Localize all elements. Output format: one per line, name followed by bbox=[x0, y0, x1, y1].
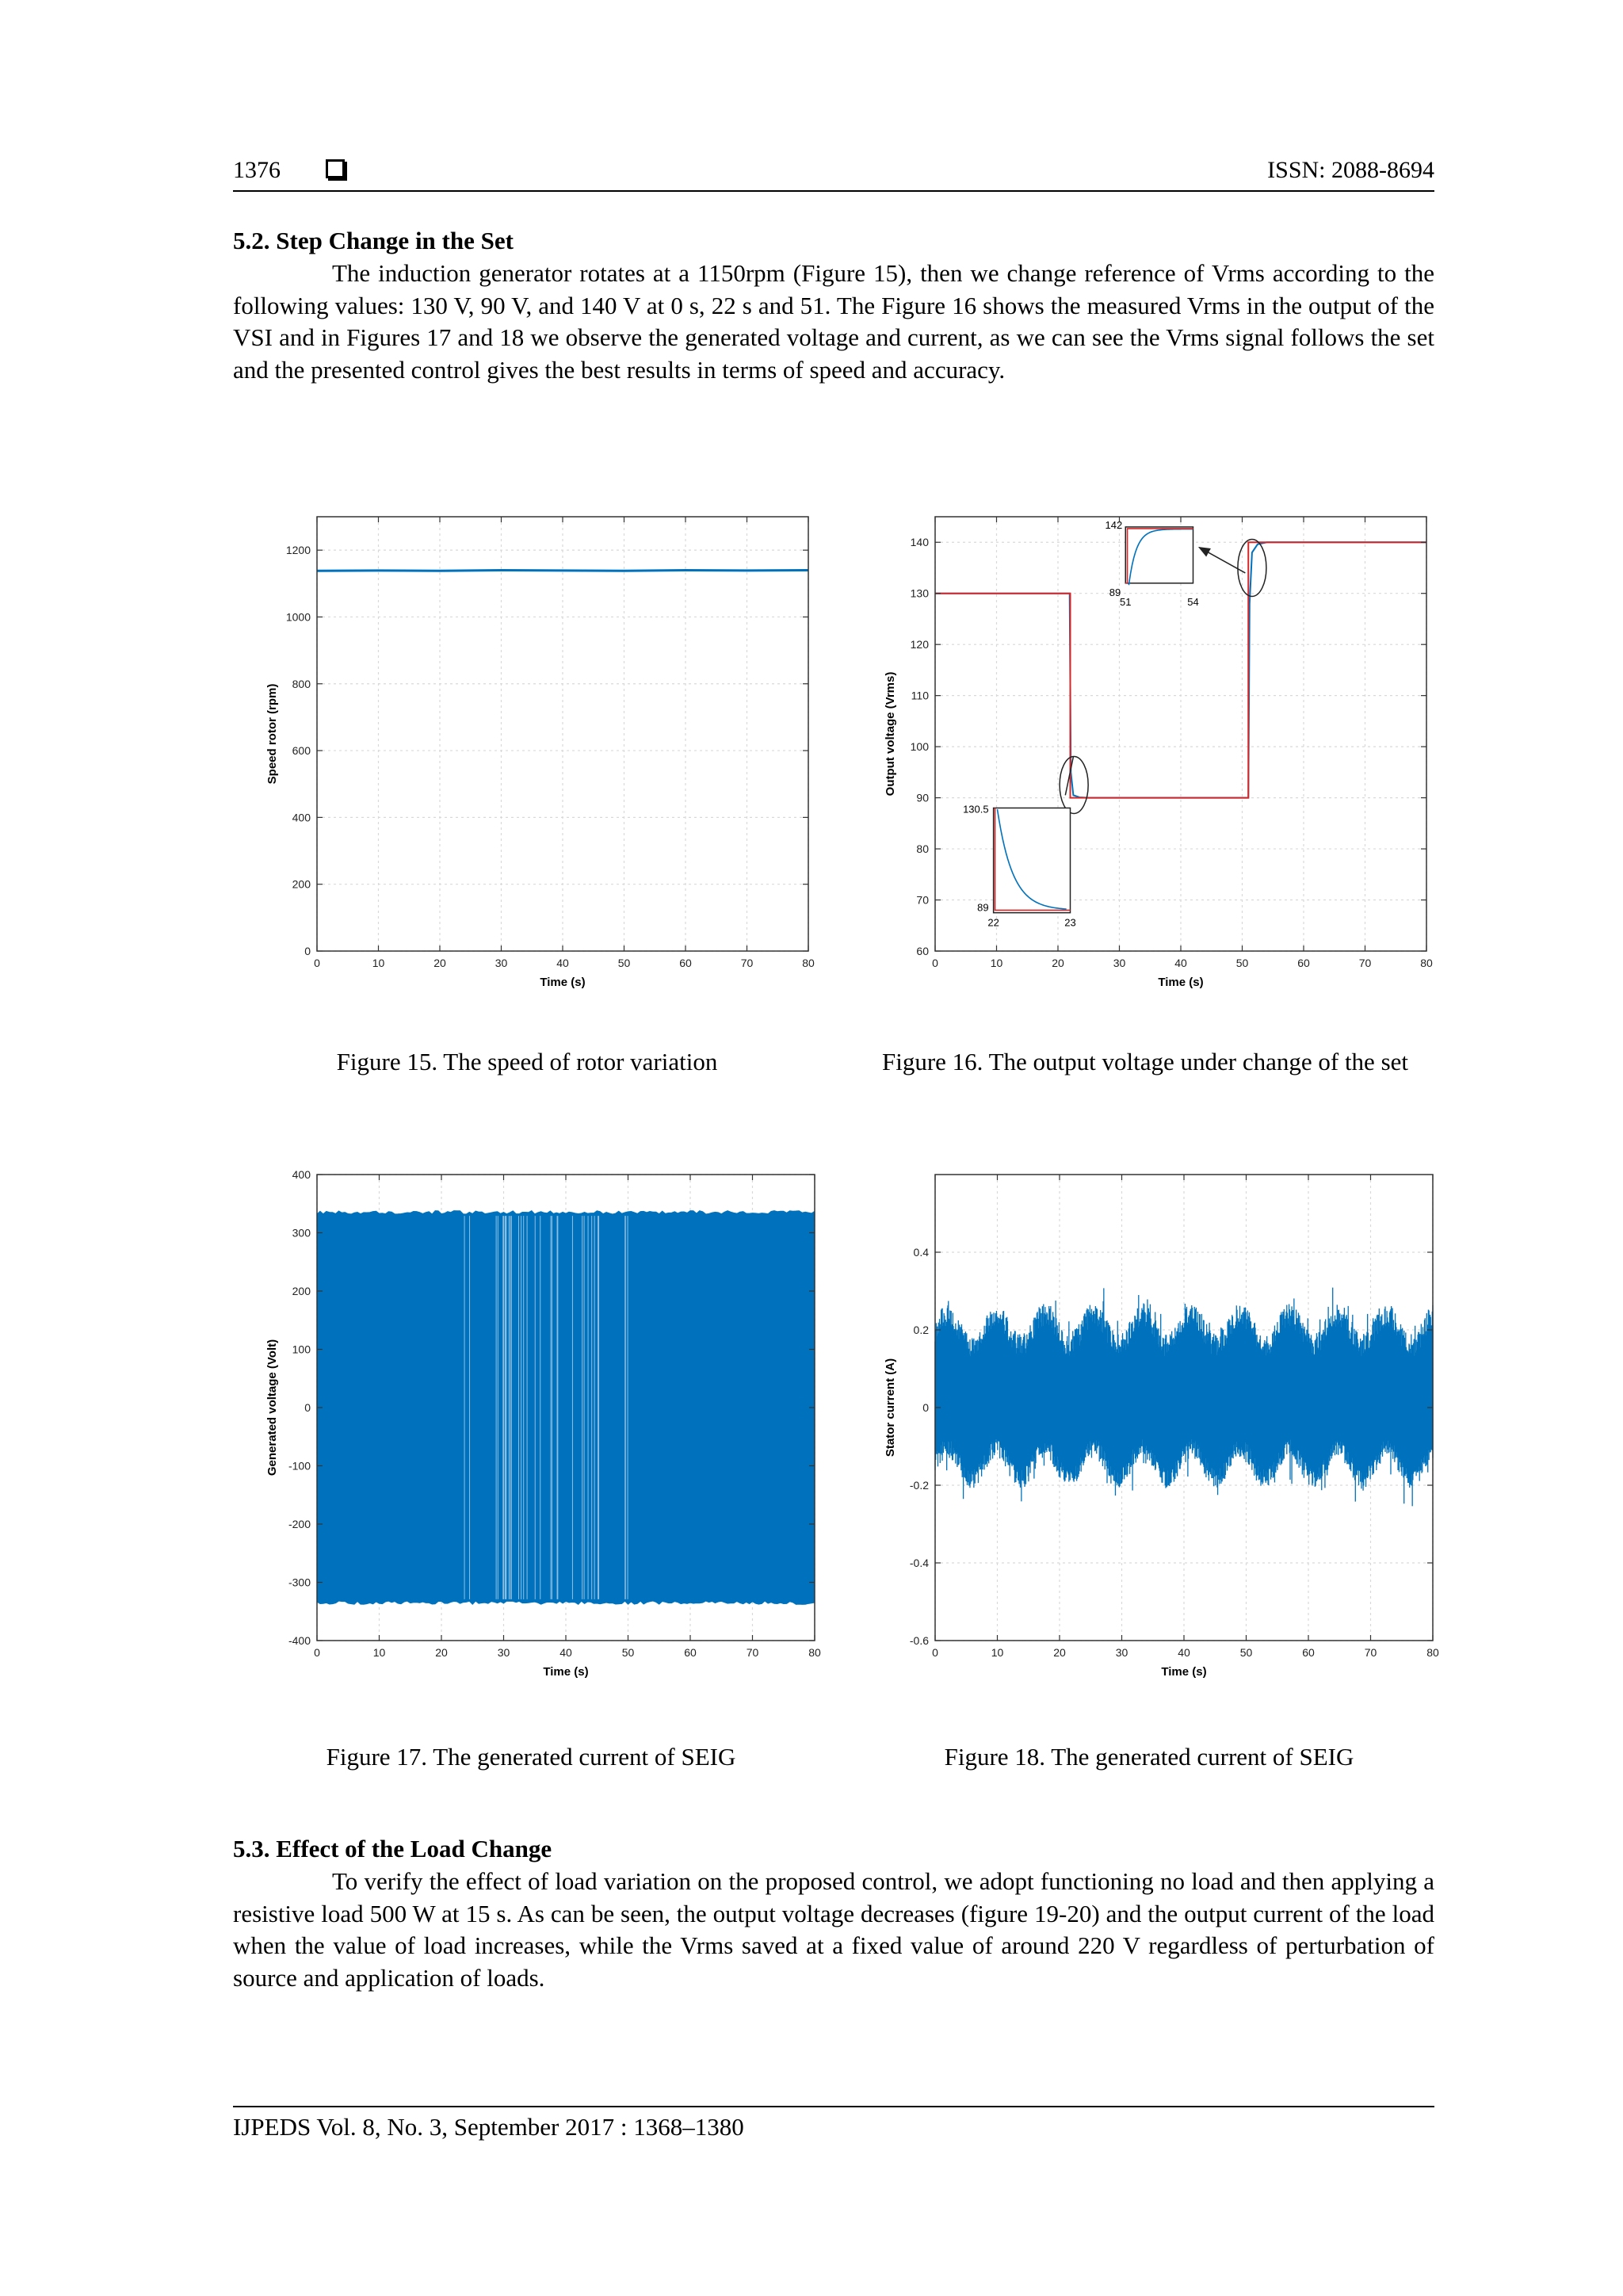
inset-51s-y-top-label: 142 bbox=[1105, 518, 1123, 531]
y-tick-label: -200 bbox=[288, 1518, 311, 1530]
y-tick-label: 100 bbox=[292, 1343, 311, 1356]
x-tick-label: 40 bbox=[559, 1646, 572, 1659]
y-tick-label: -0.6 bbox=[909, 1634, 929, 1647]
y-tick-label: 70 bbox=[916, 893, 929, 907]
y-tick-label: -100 bbox=[288, 1459, 311, 1473]
issn-label: ISSN: 2088-8694 bbox=[1267, 157, 1434, 183]
figure-17-caption: Figure 17. The generated current of SEIG bbox=[326, 1743, 736, 1771]
figure-18-chart bbox=[872, 1165, 1450, 1688]
inset-22s-x-right-label: 23 bbox=[1064, 916, 1076, 929]
y-tick-label: 120 bbox=[910, 638, 929, 651]
y-axis-label: Stator current (A) bbox=[884, 1358, 897, 1457]
inset-22s-box bbox=[994, 808, 1071, 912]
footer-rule bbox=[233, 2106, 1434, 2107]
inset-51s-box bbox=[1125, 527, 1193, 583]
y-axis-label: Speed rotor (rpm) bbox=[265, 683, 279, 785]
y-axis-label: Generated voltage (Volt) bbox=[265, 1339, 279, 1477]
section-paragraph-5-2 bbox=[233, 258, 1434, 386]
inset-22s-x-left-label: 22 bbox=[987, 916, 999, 929]
x-tick-label: 30 bbox=[1115, 1646, 1128, 1659]
x-tick-label: 0 bbox=[314, 1646, 320, 1659]
y-tick-label: 200 bbox=[292, 877, 311, 891]
y-tick-label: 100 bbox=[910, 740, 929, 754]
x-tick-label: 40 bbox=[1174, 957, 1187, 969]
y-tick-label: -0.4 bbox=[909, 1557, 929, 1569]
inset-22s-y-top-label: 130.5 bbox=[963, 803, 989, 816]
y-tick-label: 140 bbox=[910, 536, 929, 549]
footer-citation: IJPEDS Vol. 8, No. 3, September 2017 : 1368–1380 bbox=[233, 2113, 744, 2141]
x-tick-label: 20 bbox=[433, 957, 446, 969]
y-tick-label: 1000 bbox=[285, 610, 311, 624]
x-tick-label: 0 bbox=[932, 957, 938, 969]
y-tick-label: 0 bbox=[304, 1401, 311, 1414]
inset-51s-x-right-label: 54 bbox=[1187, 595, 1199, 608]
page-number: 1376 bbox=[233, 157, 281, 183]
x-tick-label: 70 bbox=[740, 957, 754, 969]
figure-16-caption: Figure 16. The output voltage under change of the set bbox=[881, 1048, 1409, 1075]
x-tick-label: 10 bbox=[372, 1646, 386, 1659]
paragraph-text: To verify the effect of load variation on the proposed control, we adopt functioning no load and then applying a resistive load 500 W at 15 s. As can be seen, the output voltage decreases (figure 19-20) and the output current of the load when the value of load increases, while the Vrms saved at a fixed value of around 220 V regardless of perturbation of source and application of loads. bbox=[233, 1867, 1434, 1992]
x-tick-label: 70 bbox=[1358, 957, 1372, 969]
x-tick-label: 60 bbox=[679, 957, 692, 969]
y-tick-label: 1200 bbox=[285, 544, 311, 557]
speed-series-line bbox=[317, 570, 808, 571]
generated-voltage-band bbox=[317, 1211, 815, 1605]
figure-16 bbox=[872, 507, 1442, 999]
figure-15-chart bbox=[254, 507, 824, 999]
y-tick-label: 110 bbox=[911, 689, 929, 702]
x-tick-label: 20 bbox=[1053, 1646, 1066, 1659]
y-tick-label: -400 bbox=[288, 1634, 311, 1647]
x-tick-label: 0 bbox=[932, 1646, 938, 1659]
x-tick-label: 70 bbox=[1364, 1646, 1377, 1659]
x-tick-label: 0 bbox=[314, 957, 320, 969]
y-tick-label: 400 bbox=[292, 1168, 311, 1181]
figure-16-chart bbox=[872, 507, 1442, 999]
x-axis-label: Time (s) bbox=[1161, 1665, 1207, 1679]
y-tick-label: -0.2 bbox=[909, 1479, 929, 1492]
y-tick-label: 0.2 bbox=[913, 1324, 929, 1336]
x-tick-label: 50 bbox=[1239, 1646, 1253, 1659]
section-paragraph-5-3 bbox=[233, 1866, 1434, 1994]
y-tick-label: -300 bbox=[288, 1576, 311, 1589]
x-axis-label: Time (s) bbox=[540, 976, 586, 989]
paragraph-text: The induction generator rotates at a 1150rpm (Figure 15), then we change reference of Vrms according to the following values: 130 V, 90 V, and 140 V at 0 s, 22 s and 51. The Figure 16 shows the measured Vrms in the output of the VSI and in Figures 17 and 18 we observe the generated voltage and current, as we can see the Vrms signal follows the set and the presented control gives the best results in terms of speed and accuracy. bbox=[233, 259, 1434, 384]
x-tick-label: 10 bbox=[990, 957, 1003, 969]
x-tick-label: 50 bbox=[1235, 957, 1249, 969]
x-tick-label: 10 bbox=[991, 1646, 1004, 1659]
square-bullet-icon bbox=[326, 159, 345, 178]
y-tick-label: 0.4 bbox=[913, 1246, 929, 1259]
x-tick-label: 80 bbox=[1426, 1646, 1439, 1659]
x-tick-label: 60 bbox=[1297, 957, 1310, 969]
inset-51s-y-bottom-label: 89 bbox=[1109, 586, 1121, 598]
x-tick-label: 50 bbox=[617, 957, 631, 969]
figure-17 bbox=[254, 1165, 832, 1688]
x-tick-label: 20 bbox=[1052, 957, 1064, 969]
inset-51s-x-left-label: 51 bbox=[1120, 595, 1132, 608]
section-heading-5-2: 5.2. Step Change in the Set bbox=[233, 227, 514, 254]
section-heading-5-3: 5.3. Effect of the Load Change bbox=[233, 1835, 552, 1862]
x-tick-label: 60 bbox=[1302, 1646, 1315, 1659]
x-tick-label: 60 bbox=[684, 1646, 697, 1659]
y-tick-label: 0 bbox=[922, 1401, 929, 1414]
figure-15-caption: Figure 15. The speed of rotor variation bbox=[336, 1048, 718, 1075]
y-tick-label: 300 bbox=[292, 1226, 311, 1240]
y-tick-label: 0 bbox=[304, 945, 311, 957]
x-tick-label: 80 bbox=[808, 1646, 821, 1659]
figure-18 bbox=[872, 1165, 1450, 1688]
inset-22s-y-bottom-label: 89 bbox=[977, 901, 989, 914]
x-tick-label: 70 bbox=[746, 1646, 759, 1659]
y-tick-label: 130 bbox=[910, 586, 929, 600]
x-tick-label: 30 bbox=[495, 957, 508, 969]
x-tick-label: 80 bbox=[802, 957, 815, 969]
x-tick-label: 10 bbox=[372, 957, 385, 969]
y-tick-label: 60 bbox=[916, 945, 929, 957]
y-tick-label: 800 bbox=[292, 677, 311, 690]
header-rule bbox=[233, 190, 1434, 192]
x-tick-label: 30 bbox=[1113, 957, 1126, 969]
x-tick-label: 20 bbox=[435, 1646, 448, 1659]
x-tick-label: 40 bbox=[556, 957, 569, 969]
x-tick-label: 80 bbox=[1420, 957, 1433, 969]
y-tick-label: 90 bbox=[916, 791, 929, 804]
figure-15 bbox=[254, 507, 824, 999]
y-tick-label: 200 bbox=[292, 1285, 311, 1297]
y-axis-label: Output voltage (Vrms) bbox=[884, 671, 897, 797]
x-tick-label: 40 bbox=[1178, 1646, 1190, 1659]
y-tick-label: 400 bbox=[292, 811, 311, 824]
x-tick-label: 50 bbox=[621, 1646, 635, 1659]
x-axis-label: Time (s) bbox=[1158, 976, 1204, 989]
x-tick-label: 30 bbox=[497, 1646, 510, 1659]
figure-17-chart bbox=[254, 1165, 832, 1688]
y-tick-label: 80 bbox=[916, 842, 929, 856]
y-tick-label: 600 bbox=[292, 744, 311, 758]
figure-18-caption: Figure 18. The generated current of SEIG bbox=[944, 1743, 1354, 1771]
x-axis-label: Time (s) bbox=[543, 1665, 589, 1679]
